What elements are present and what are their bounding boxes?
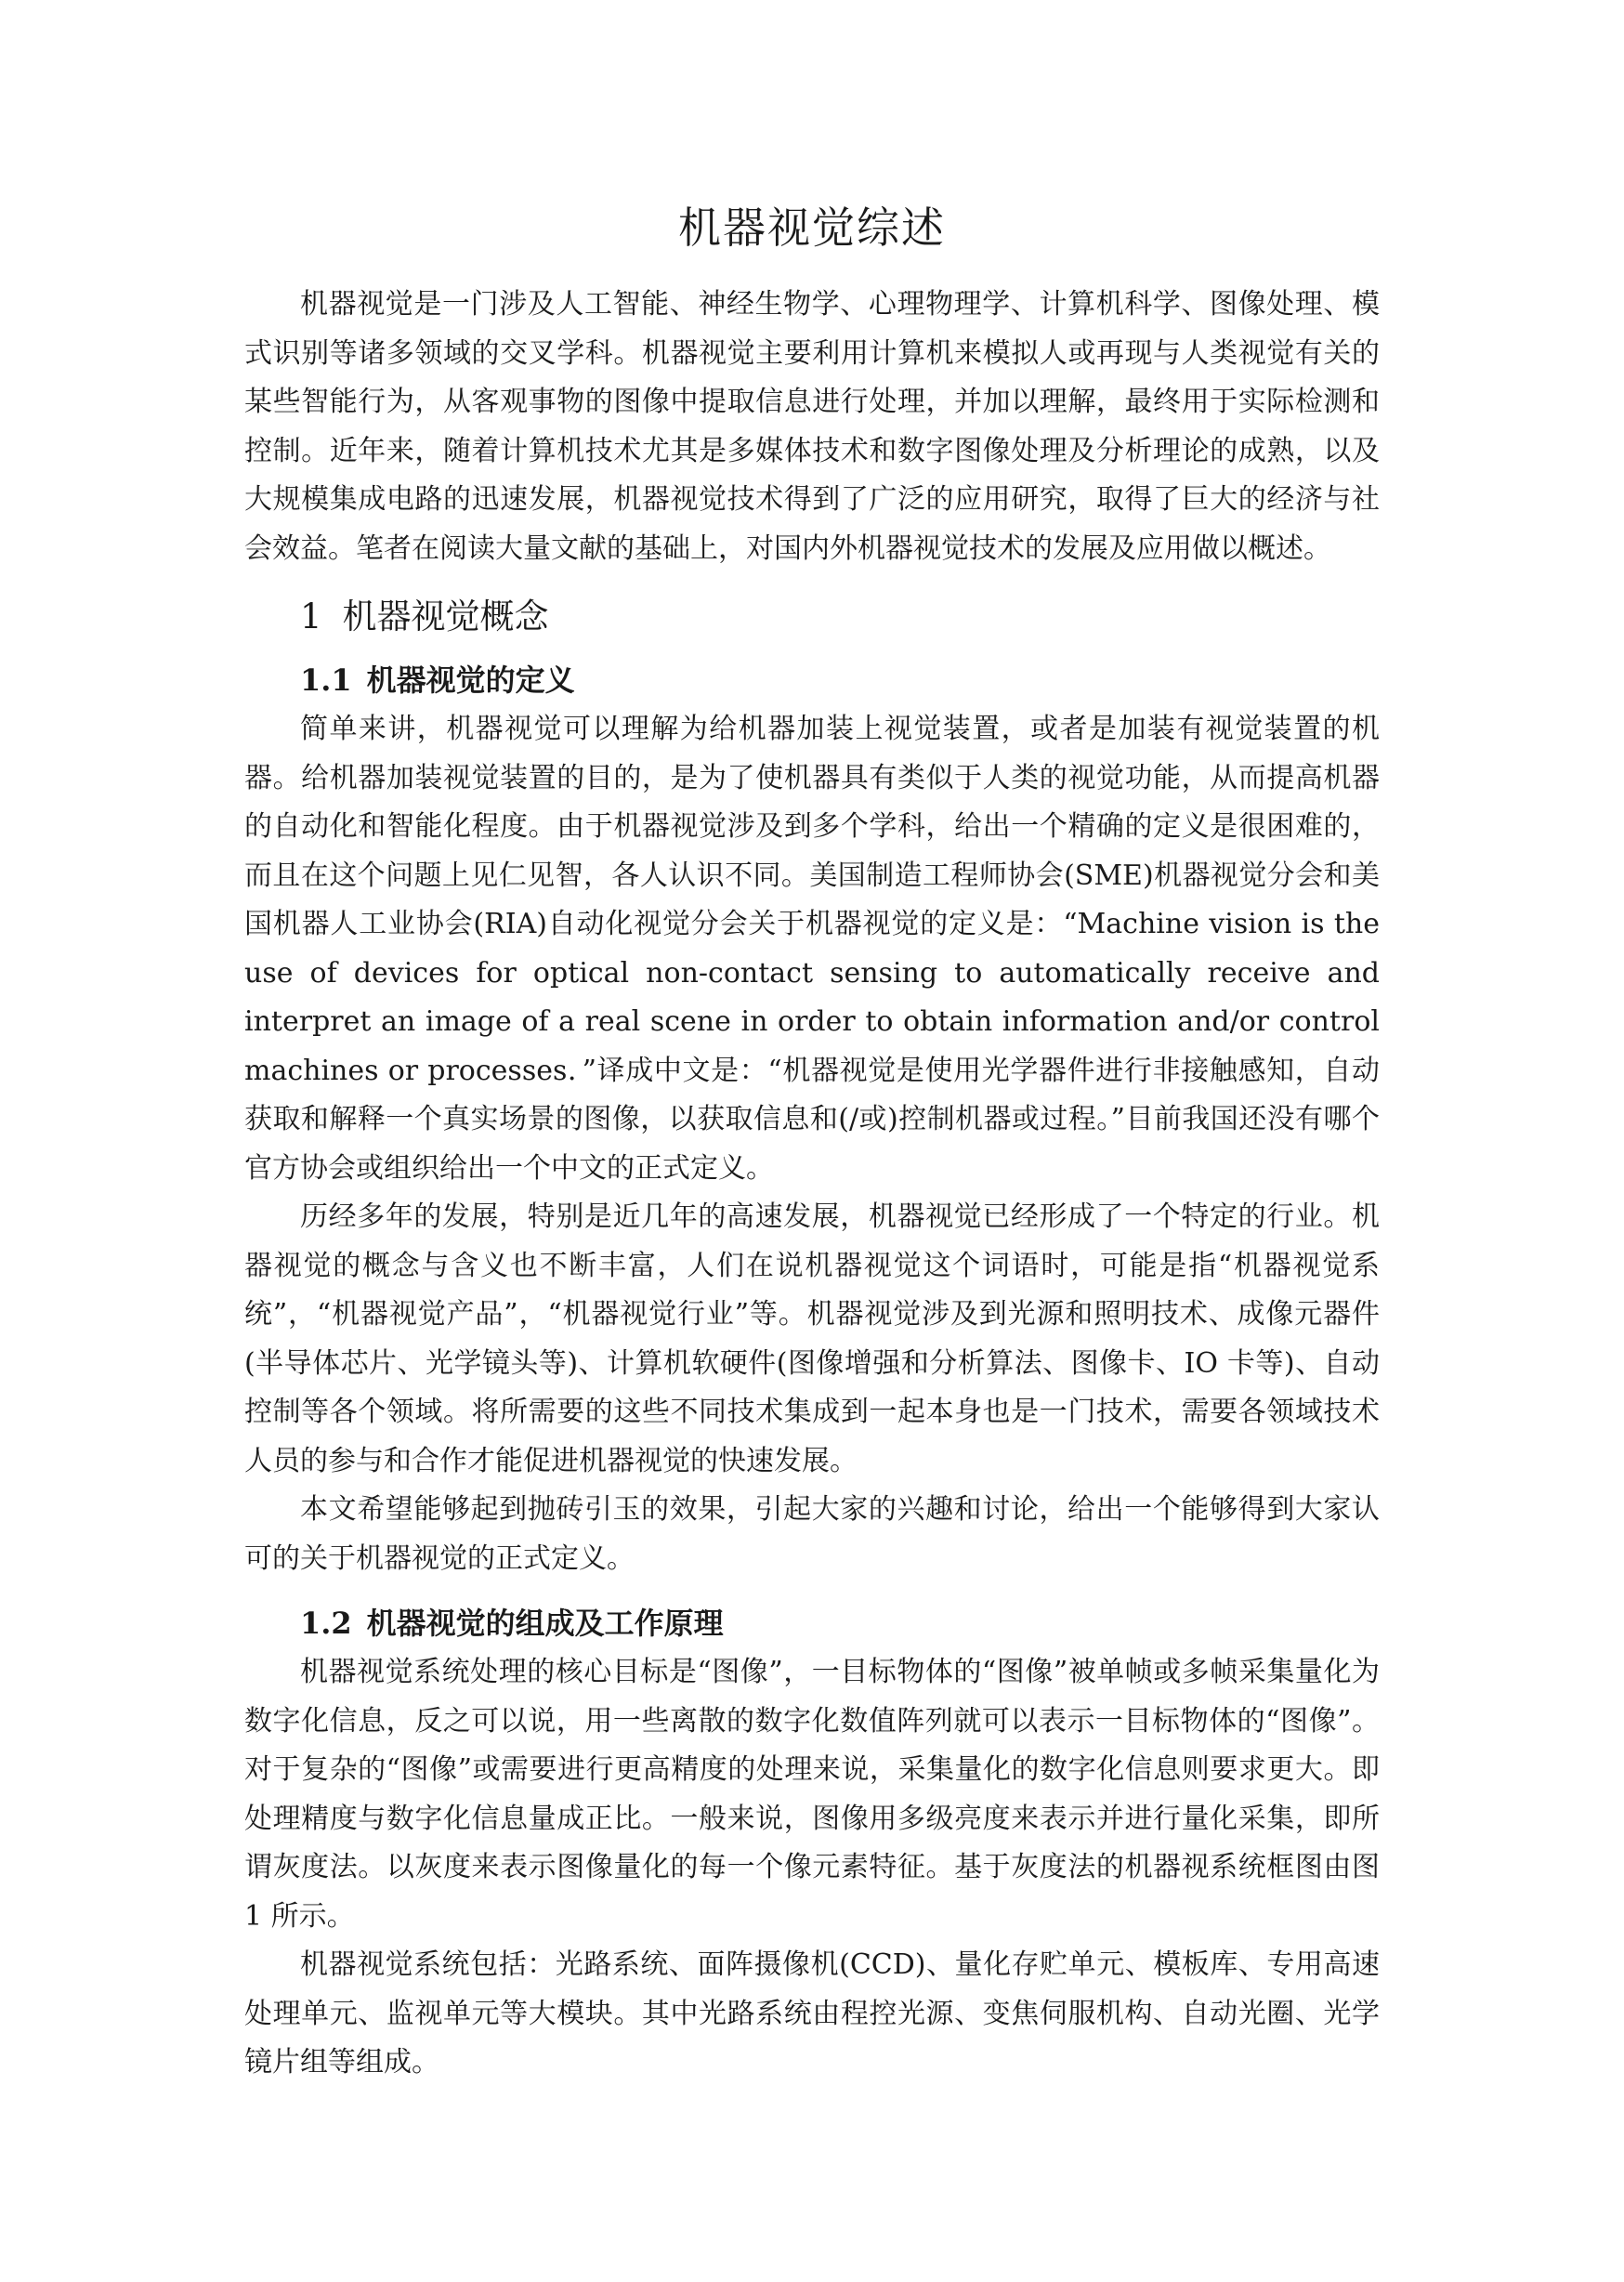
principle-paragraph: 机器视觉系统处理的核心目标是“图像”，一目标物体的“图像”被单帧或多帧采集量化为数字化信息，反之可以说，用一些离散的数字化数值阵列就可以表示一目标物体的“图像”。对于复杂的“图像”或需要进行更高精度的处理来说，采集量化的数字化信息则要求更大。即处理精度与数字化信息量成正比。一般来说，图像用多级亮度来表示并进行量化采集，即所谓灰度法。以灰度来表示图像量化的每一个像元素特征。基于灰度法的机器视系统框图由图 1 所示。 xyxy=(244,1656,1380,1933)
section-1-heading xyxy=(300,590,1380,644)
section-1-title: 机器视觉概念 xyxy=(342,597,549,636)
document-page xyxy=(244,195,1380,2088)
subsection-1-1-number: 1.1 xyxy=(300,662,352,698)
subsection-1-2-number: 1.2 xyxy=(300,1606,352,1641)
components-paragraph: 机器视觉系统包括：光路系统、面阵摄像机(CCD)、量化存贮单元、模板库、专用高速处理单元、监视单元等大模块。其中光路系统由程控光源、变焦伺服机构、自动光圈、光学镜片组等组成。 xyxy=(244,1948,1380,2079)
intro-paragraph: 机器视觉是一门涉及人工智能、神经生物学、心理物理学、计算机科学、图像处理、模式识别等诸多领域的交叉学科。机器视觉主要利用计算机来模拟人或再现与人类视觉有关的某些智能行为，从客观事物的图像中提取信息进行处理，并加以理解，最终用于实际检测和控制。近年来，随着计算机技术尤其是多媒体技术和数字图像处理及分析理论的成熟，以及大规模集成电路的迅速发展，机器视觉技术得到了广泛的应用研究，取得了巨大的经济与社会效益。笔者在阅读大量文献的基础上，对国内外机器视觉技术的发展及应用做以概述。 xyxy=(244,288,1380,565)
subsection-1-1-heading xyxy=(300,655,1380,705)
purpose-paragraph: 本文希望能够起到抛砖引玉的效果，引起大家的兴趣和讨论，给出一个能够得到大家认可的关于机器视觉的正式定义。 xyxy=(244,1493,1380,1575)
section-1-number: 1 xyxy=(300,597,322,636)
subsection-1-2-heading xyxy=(300,1598,1380,1648)
development-paragraph: 历经多年的发展，特别是近几年的高速发展，机器视觉已经形成了一个特定的行业。机器视觉的概念与含义也不断丰富，人们在说机器视觉这个词语时，可能是指“机器视觉系统”，“机器视觉产品”，“机器视觉行业”等。机器视觉涉及到光源和照明技术、成像元器件(半导体芯片、光学镜头等)、计算机软硬件(图像增强和分析算法、图像卡、IO 卡等)、自动控制等各个领域。将所需要的这些不同技术集成到一起本身也是一门技术，需要各领域技术人员的参与和合作才能促进机器视觉的快速发展。 xyxy=(244,1200,1380,1477)
definition-paragraph: 简单来讲，机器视觉可以理解为给机器加装上视觉装置，或者是加装有视觉装置的机器。给机器加装视觉装置的目的，是为了使机器具有类似于人类的视觉功能，从而提高机器的自动化和智能化程度。由于机器视觉涉及到多个学科，给出一个精确的定义是很困难的，而且在这个问题上见仁见智，各人认识不同。美国制造工程师协会(SME)机器视觉分会和美国机器人工业协会(RIA)自动化视觉分会关于机器视觉的定义是：“Machine vision is the use of devices for optical non-contact sensing to automatically receive and interpret an image of a real scene in order to obtain information and/or control machines or processes．”译成中文是：“机器视觉是使用光学器件进行非接触感知，自动获取和解释一个真实场景的图像，以获取信息和(/或)控制机器或过程。”目前我国还没有哪个官方协会或组织给出一个中文的正式定义。 xyxy=(244,713,1380,1185)
document-title: 机器视觉综述 xyxy=(678,203,946,253)
subsection-1-2-title: 机器视觉的组成及工作原理 xyxy=(366,1606,724,1641)
subsection-1-1-title: 机器视觉的定义 xyxy=(366,662,575,698)
section-spacer xyxy=(244,1583,1380,1593)
